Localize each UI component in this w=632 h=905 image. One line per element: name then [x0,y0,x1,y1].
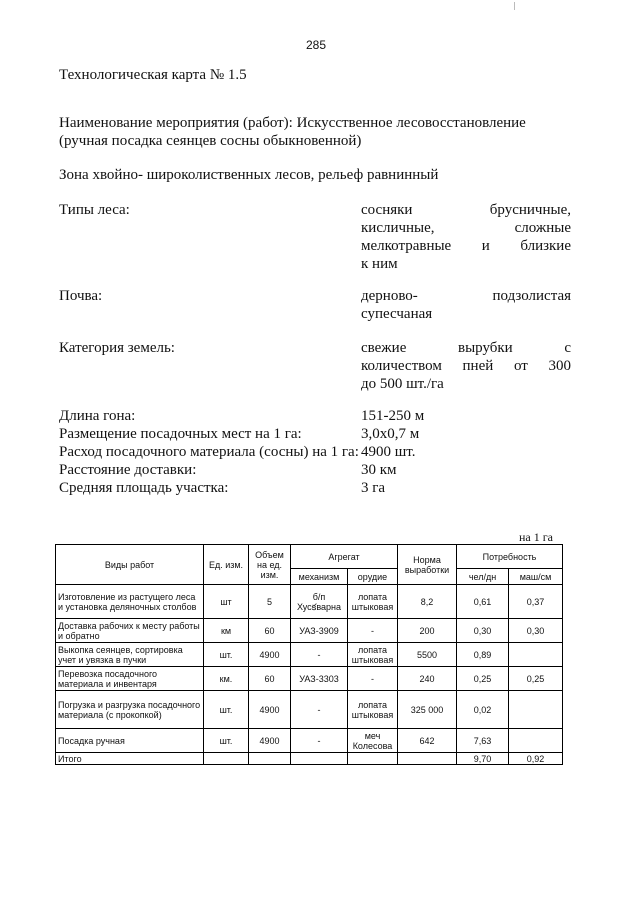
work-unit: шт [204,585,249,619]
work-volume: 4900 [249,729,291,753]
forest-types-label: Типы леса: [59,202,130,218]
work-norm: 240 [398,667,457,691]
work-unit: шт. [204,691,249,729]
work-mechanism: УАЗ-3303 [291,667,348,691]
total-empty [348,753,398,765]
work-mechanism: б/п Хусకварна [291,585,348,619]
work-mechanism: - [291,643,348,667]
land-category-value [361,339,571,393]
plot-area-value: 3 га [361,480,386,496]
header-tool: орудие [348,569,398,585]
forest-types-value [361,201,571,273]
forest-zone: Зона хвойно- широколиственных лесов, рельеф равнинный [59,167,439,183]
work-norm: 200 [398,619,457,643]
scan-mark [514,2,515,10]
header-volume: Объем на ед. изм. [249,545,291,585]
work-man-days: 0,30 [457,619,509,643]
header-norm: Норма выработки [398,545,457,585]
gon-length-value: 151-250 м [361,408,425,424]
work-tool: лопата штыковая [348,585,398,619]
planting-spacing-value: 3,0х0,7 м [361,426,420,442]
soil-value [361,287,571,323]
delivery-distance-value: 30 км [361,462,397,478]
material-use-value: 4900 шт. [361,444,416,460]
work-man-days: 0,89 [457,643,509,667]
work-name: Посадка ручная [56,729,204,753]
work-unit: шт. [204,729,249,753]
total-empty [398,753,457,765]
forest-types-line: сосняки брусничные, [361,202,571,218]
work-machine-shifts [509,691,563,729]
work-name: Перевозка посадочного материала и инвентаря [56,667,204,691]
header-man-days: чел/дн [457,569,509,585]
header-need: Потребность [457,545,563,569]
work-machine-shifts: 0,25 [509,667,563,691]
header-mechanism: механизм [291,569,348,585]
soil-line: дерново- подзолистая [361,288,571,304]
forest-types-line: к ним [361,256,398,272]
total-man-days: 9,70 [457,753,509,765]
works-table [55,544,563,765]
work-name: Изготовление из растущего леса и установка деляночных столбов [56,585,204,619]
work-volume: 4900 [249,643,291,667]
work-tool: лопата штыковая [348,643,398,667]
table-row [56,691,563,729]
work-unit: км. [204,667,249,691]
card-title: Технологическая карта № 1.5 [59,67,247,83]
work-unit: км [204,619,249,643]
work-volume: 60 [249,619,291,643]
work-man-days: 0,61 [457,585,509,619]
event-name-line1: Наименование мероприятия (работ): Искусственное лесовосстановление [59,115,526,131]
header-unit: Ед. изм. [204,545,249,585]
work-man-days: 7,63 [457,729,509,753]
work-machine-shifts [509,729,563,753]
work-machine-shifts: 0,37 [509,585,563,619]
work-machine-shifts: 0,30 [509,619,563,643]
work-volume: 60 [249,667,291,691]
work-mechanism: УАЗ-3909 [291,619,348,643]
table-row [56,667,563,691]
total-label: Итого [56,753,204,765]
header-work-types: Виды работ [56,545,204,585]
table-row [56,585,563,619]
work-norm: 5500 [398,643,457,667]
header-aggregate: Агрегат [291,545,398,569]
work-mechanism: - [291,729,348,753]
land-category-line: свежие вырубки с [361,340,571,356]
land-category-line: количеством пней от 300 [361,358,571,374]
plot-area-label: Средняя площадь участка: [59,480,229,496]
header-machine-shifts: маш/см [509,569,563,585]
work-norm: 325 000 [398,691,457,729]
work-tool: лопата штыковая [348,691,398,729]
forest-types-line: мелкотравные и близкие [361,238,571,254]
work-name: Выкопка сеянцев, сортировка учет и увязка в пучки [56,643,204,667]
work-norm: 642 [398,729,457,753]
work-name: Погрузка и разгрузка посадочного материала (с прокопкой) [56,691,204,729]
work-man-days: 0,25 [457,667,509,691]
work-tool: - [348,667,398,691]
table-row [56,729,563,753]
work-mechanism: - [291,691,348,729]
page-number: 285 [305,38,327,52]
total-empty [291,753,348,765]
gon-length-label: Длина гона: [59,408,136,424]
work-man-days: 0,02 [457,691,509,729]
land-category-label: Категория земель: [59,340,175,356]
work-volume: 4900 [249,691,291,729]
land-category-line: до 500 шт./га [361,376,444,392]
forest-types-line: кисличные, сложные [361,220,571,236]
total-machine-shifts: 0,92 [509,753,563,765]
total-empty [249,753,291,765]
table-total-row [56,753,563,765]
work-name: Доставка рабочих к месту работы и обратно [56,619,204,643]
table-unit-note: на 1 га [519,530,553,544]
work-machine-shifts [509,643,563,667]
material-use-label: Расход посадочного материала (сосны) на 1 га: [59,444,359,460]
work-norm: 8,2 [398,585,457,619]
table-row [56,619,563,643]
total-empty [204,753,249,765]
soil-label: Почва: [59,288,103,304]
delivery-distance-label: Расстояние доставки: [59,462,197,478]
table-row [56,643,563,667]
planting-spacing-label: Размещение посадочных мест на 1 га: [59,426,302,442]
work-unit: шт. [204,643,249,667]
work-volume: 5 [249,585,291,619]
soil-line: супесчаная [361,306,433,322]
work-tool: меч Колесова [348,729,398,753]
event-name-line2: (ручная посадка сеянцев сосны обыкновенной) [59,133,362,149]
work-tool: - [348,619,398,643]
